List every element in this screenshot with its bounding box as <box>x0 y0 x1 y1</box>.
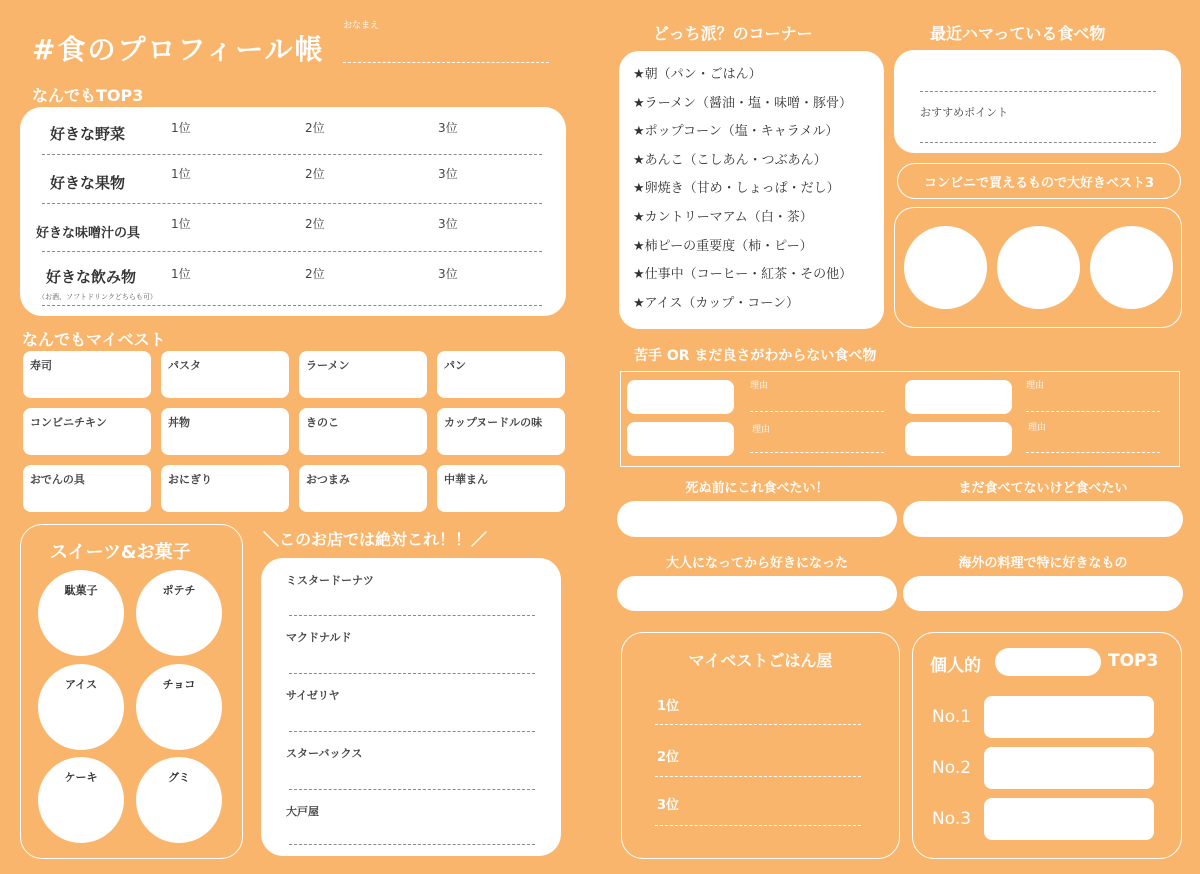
konbini-heading: コンビニで買えるもので大好きベスト3 <box>923 176 1155 191</box>
mybest-box[interactable] <box>23 408 151 455</box>
reason-line[interactable] <box>750 452 884 453</box>
answer-line[interactable] <box>42 251 542 252</box>
which-item[interactable]: ★朝（パン・ごはん） <box>633 67 762 82</box>
top3-row-label: 好きな野菜 <box>50 125 126 143</box>
foreign-pill[interactable] <box>903 576 1183 611</box>
before-death-pill[interactable] <box>617 501 897 537</box>
which-item[interactable]: ★あんこ（こしあん・つぶあん） <box>633 152 827 168</box>
rank-label: 1位 <box>171 217 191 231</box>
mybest-label: パン <box>444 359 466 372</box>
sweets-circle[interactable] <box>38 757 124 843</box>
answer-line[interactable] <box>920 142 1156 143</box>
mybest-heading: なんでもマイベスト <box>22 330 166 349</box>
which-item[interactable]: ★柿ピーの重要度（柿・ピー） <box>633 238 813 254</box>
which-item[interactable]: ★アイス（カップ・コーン） <box>633 295 799 311</box>
shop-name: ミスタードーナツ <box>286 574 374 587</box>
reason-label: 理由 <box>750 381 769 391</box>
konbini-circle[interactable] <box>997 226 1080 309</box>
reason-line[interactable] <box>750 411 884 412</box>
gohanya-line[interactable] <box>655 825 861 826</box>
reason-line[interactable] <box>1026 452 1160 453</box>
konbini-circle[interactable] <box>904 226 987 309</box>
mybest-box[interactable] <box>299 351 427 398</box>
grown-up-pill[interactable] <box>617 576 897 611</box>
mybest-box[interactable] <box>23 465 151 512</box>
personal-theme-pill[interactable] <box>995 648 1101 676</box>
sweets-circle[interactable] <box>136 664 222 750</box>
rank-label: 2位 <box>305 267 325 281</box>
mybest-box[interactable] <box>437 408 565 455</box>
shop-name: スターバックス <box>286 747 363 760</box>
before-death-heading: 死ぬ前にこれ食べたい！ <box>685 481 829 496</box>
reason-label: 理由 <box>752 425 771 435</box>
dislike-box[interactable] <box>627 380 734 414</box>
mybest-box[interactable] <box>161 408 289 455</box>
konbini-circle[interactable] <box>1090 226 1173 309</box>
gohanya-rank: 1位 <box>657 699 680 714</box>
answer-line[interactable] <box>289 789 535 790</box>
personal-rank: No.3 <box>932 809 972 829</box>
rank-label: 3位 <box>438 167 458 181</box>
which-item[interactable]: ★仕事中（コーヒー・紅茶・その他） <box>633 267 853 283</box>
recent-heading: 最近ハマっている食べ物 <box>930 24 1106 43</box>
rank-label: 2位 <box>305 167 325 181</box>
grown-up-heading: 大人になってから好きになった <box>665 556 848 571</box>
personal-box[interactable] <box>984 798 1154 840</box>
which-heading: どっち派？のコーナー <box>653 24 813 43</box>
top3-row-label: 好きな飲み物 <box>46 268 137 286</box>
sweets-circle[interactable] <box>136 757 222 843</box>
rank-label: 3位 <box>438 121 458 135</box>
sweets-label: グミ <box>168 771 190 784</box>
dislike-box[interactable] <box>905 422 1012 456</box>
which-item[interactable]: ★ポップコーン（塩・キャラメル） <box>633 124 839 140</box>
rank-label: 3位 <box>438 267 458 281</box>
mybest-label: カップヌードルの味 <box>444 416 543 429</box>
answer-line[interactable] <box>289 731 535 732</box>
shop-name: マクドナルド <box>286 631 352 644</box>
sweets-label: チョコ <box>162 678 196 691</box>
answer-line[interactable] <box>289 673 535 674</box>
answer-line[interactable] <box>289 615 535 616</box>
name-line[interactable] <box>343 62 549 63</box>
mybest-label: パスタ <box>168 359 201 372</box>
mybest-label: おでんの具 <box>30 473 85 486</box>
recommend-label: おすすめポイント <box>920 106 1009 119</box>
mybest-label: おにぎり <box>168 473 212 486</box>
top3-row-label: 好きな果物 <box>50 174 126 192</box>
mybest-box[interactable] <box>299 408 427 455</box>
mybest-box[interactable] <box>161 465 289 512</box>
answer-line[interactable] <box>42 305 542 306</box>
mybest-box[interactable] <box>437 465 565 512</box>
which-card <box>619 51 884 329</box>
shops-heading: ＼このお店では絶対これ！！／ <box>263 530 488 549</box>
gohanya-rank: 2位 <box>657 750 680 765</box>
mybest-label: きのこ <box>306 416 339 429</box>
gohanya-rank: 3位 <box>657 798 680 813</box>
foreign-heading: 海外の料理で特に好きなもの <box>958 556 1128 571</box>
gohanya-line[interactable] <box>655 776 861 777</box>
gohanya-line[interactable] <box>655 724 861 725</box>
mybest-box[interactable] <box>23 351 151 398</box>
top3-row-label: 好きな味噌汁の具 <box>36 226 141 241</box>
reason-label: 理由 <box>1026 381 1045 391</box>
sweets-label: アイス <box>65 678 97 691</box>
top3-card <box>20 107 566 316</box>
personal-prefix: 個人的 <box>930 656 981 676</box>
mybest-label: ラーメン <box>306 359 350 372</box>
sweets-heading: スイーツ&お菓子 <box>50 542 191 563</box>
not-yet-heading: まだ食べてないけど食べたい <box>958 481 1128 496</box>
answer-line[interactable] <box>42 203 542 204</box>
shops-card <box>261 558 561 856</box>
personal-rank: No.1 <box>932 707 972 727</box>
which-list <box>633 61 852 318</box>
reason-label: 理由 <box>1028 423 1047 433</box>
mybest-label: 中華まん <box>444 473 488 486</box>
rank-label: 2位 <box>305 121 325 135</box>
dislike-box[interactable] <box>905 380 1012 414</box>
top3-row-note: （お酒、ソフトドリンクどちらも可） <box>38 293 157 301</box>
dislike-box[interactable] <box>627 422 734 456</box>
personal-suffix: TOP3 <box>1108 651 1159 671</box>
rank-label: 1位 <box>171 121 191 135</box>
mybest-box[interactable] <box>437 351 565 398</box>
reason-line[interactable] <box>1026 411 1160 412</box>
mybest-box[interactable] <box>161 351 289 398</box>
mybest-label: 寿司 <box>30 359 52 372</box>
personal-rank: No.2 <box>932 758 972 778</box>
mybest-label: おつまみ <box>306 473 350 486</box>
sweets-circle[interactable] <box>136 570 222 656</box>
rank-label: 2位 <box>305 217 325 231</box>
shop-name: 大戸屋 <box>286 805 319 818</box>
sweets-label: ケーキ <box>64 771 98 784</box>
recent-card <box>894 50 1181 153</box>
rank-label: 3位 <box>438 217 458 231</box>
answer-line[interactable] <box>289 844 535 845</box>
mybest-label: 丼物 <box>168 416 190 429</box>
top3-heading: なんでもTOP3 <box>32 86 144 105</box>
personal-box[interactable] <box>984 696 1154 738</box>
not-yet-pill[interactable] <box>903 501 1183 537</box>
sweets-label: ポテチ <box>162 584 196 597</box>
mybest-box[interactable] <box>299 465 427 512</box>
rank-label: 1位 <box>171 267 191 281</box>
gohanya-heading: マイベストごはん屋 <box>688 651 833 670</box>
answer-line[interactable] <box>42 154 542 155</box>
which-item[interactable]: ★カントリーマアム（白・茶） <box>633 209 813 225</box>
personal-box[interactable] <box>984 747 1154 789</box>
sweets-circle[interactable] <box>38 570 124 656</box>
page-title: #食のプロフィール帳 <box>32 33 325 66</box>
which-item[interactable]: ★卵焼き（甘め・しょっぱ・だし） <box>633 181 840 197</box>
rank-label: 1位 <box>171 167 191 181</box>
answer-line[interactable] <box>920 91 1156 92</box>
shop-name: サイゼリヤ <box>286 689 340 702</box>
which-item[interactable]: ★ラーメン（醤油・塩・味噌・豚骨） <box>633 95 853 111</box>
mybest-label: コンビニチキン <box>30 416 107 429</box>
sweets-circle[interactable] <box>38 664 124 750</box>
sweets-label: 駄菓子 <box>64 584 98 597</box>
name-label: おなまえ <box>343 21 380 31</box>
dislike-heading: 苦手 OR まだ良さがわからない食べ物 <box>634 348 877 364</box>
